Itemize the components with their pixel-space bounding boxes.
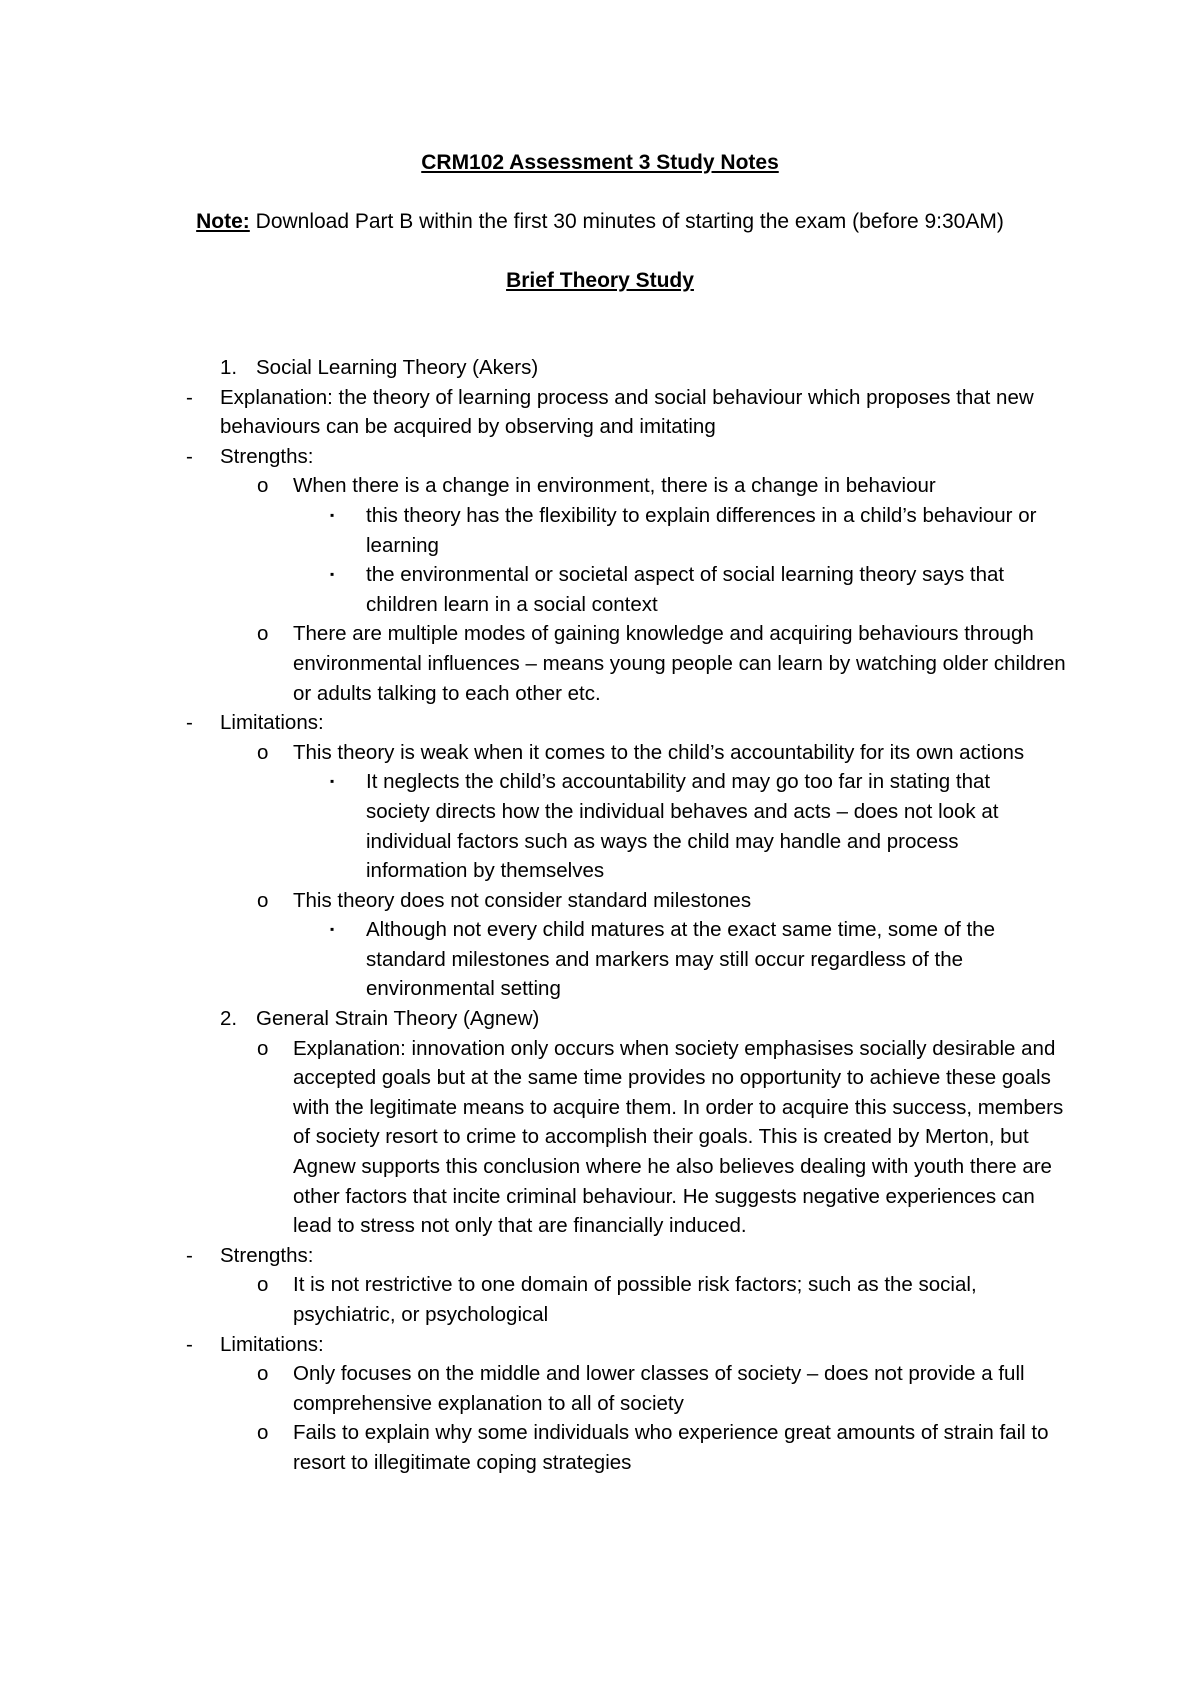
theory-2-explanation: Explanation: innovation only occurs when society emphasises socially desirable and accepted goals but at the same time provides no opportunity to achieve these goals with the legitimate means to acquire them. In order to acquire this success, members of society resort to crime to accomplish their goals. This is created by Merton, but Agnew supports this conclusion where he also believes dealing with youth there are other factors that incite criminal behaviour. He suggests negative experiences can lead to stress not only that are financially induced. [293, 1036, 1064, 1238]
circle-bullet: o [257, 622, 269, 646]
list-number: 2. [220, 1007, 238, 1031]
theory-1-limitation-2a: Although not every child matures at the exact same time, some of the standard milestones and markers may still occur regardless of the environmental setting [366, 918, 995, 1001]
list-item [0, 1359, 1200, 1418]
section-heading: Brief Theory Study [506, 269, 694, 292]
list-item [0, 1270, 1200, 1329]
theory-2-limitation-1: Only focuses on the middle and lower classes of society – does not provide a full comprehensive explanation to all of society [293, 1362, 1025, 1415]
list-item [0, 708, 1200, 738]
list-item [0, 501, 1200, 560]
list-item [0, 560, 1200, 619]
theory-1-strength-1b: the environmental or societal aspect of social learning theory says that children learn in a social context [366, 563, 1005, 616]
theory-1-limitation-1a: It neglects the child’s accountability and may go too far in stating that society directs how the individual behaves and acts – does not look at individual factors such as ways the child may handle and process information by themselves [366, 770, 999, 883]
list-item [0, 1330, 1200, 1360]
square-bullet: ▪ [330, 774, 335, 789]
list-item [0, 767, 1200, 885]
list-item [0, 1418, 1200, 1477]
page-title: CRM102 Assessment 3 Study Notes [421, 151, 779, 174]
dash-bullet: - [186, 444, 193, 468]
circle-bullet: o [257, 1362, 269, 1386]
theory-heading [0, 1004, 1200, 1034]
circle-bullet: o [257, 740, 269, 764]
theory-1-strengths-label: Strengths: [220, 444, 314, 468]
note-text: Download Part B within the first 30 minutes of starting the exam (before 9:30AM) [249, 210, 1004, 233]
dash-bullet: - [186, 385, 193, 409]
list-item [0, 442, 1200, 472]
exam-note [0, 207, 1200, 237]
list-item [0, 1034, 1200, 1241]
dash-bullet: - [186, 1332, 193, 1356]
list-item [0, 738, 1200, 768]
list-item [0, 915, 1200, 1004]
theory-1-explanation: Explanation: the theory of learning process and social behaviour which proposes that new behaviours can be acquired by observing and imitating [220, 385, 1034, 439]
dash-bullet: - [186, 711, 193, 735]
note-label: Note: [196, 210, 250, 233]
theory-1-limitation-1: This theory is weak when it comes to the child’s accountability for its own actions [293, 740, 1025, 764]
theory-1-strength-1: When there is a change in environment, there is a change in behaviour [293, 474, 936, 498]
circle-bullet: o [257, 1036, 269, 1060]
theory-1-limitation-2: This theory does not consider standard milestones [293, 888, 752, 912]
theory-1-heading: Social Learning Theory (Akers) [256, 356, 539, 379]
list-item [0, 886, 1200, 916]
theory-2-limitations-label: Limitations: [220, 1332, 324, 1356]
circle-bullet: o [257, 888, 269, 912]
theory-1-limitations-label: Limitations: [220, 711, 324, 735]
list-number: 1. [220, 356, 238, 379]
list-item [0, 619, 1200, 708]
theory-1-strength-2: There are multiple modes of gaining knowledge and acquiring behaviours through environmental influences – means young people can learn by watching older children or adults talking to each other etc. [293, 622, 1066, 705]
notes-body [0, 353, 1200, 1478]
square-bullet: ▪ [330, 922, 335, 937]
theory-2-strengths-label: Strengths: [220, 1243, 314, 1267]
theory-2-strength-1: It is not restrictive to one domain of possible risk factors; such as the social, psychiatric, or psychological [293, 1273, 977, 1326]
square-bullet: ▪ [330, 507, 335, 522]
circle-bullet: o [257, 1421, 269, 1445]
circle-bullet: o [257, 1273, 269, 1297]
theory-heading [0, 353, 1200, 383]
square-bullet: ▪ [330, 567, 335, 582]
circle-bullet: o [257, 474, 269, 498]
theory-2-limitation-2: Fails to explain why some individuals who experience great amounts of strain fail to resort to illegitimate coping strategies [293, 1421, 1049, 1474]
theory-1-strength-1a: this theory has the flexibility to explain differences in a child’s behaviour or learning [366, 503, 1037, 557]
list-item [0, 471, 1200, 501]
list-item [0, 383, 1200, 442]
dash-bullet: - [186, 1243, 193, 1267]
list-item [0, 1241, 1200, 1271]
theory-2-heading: General Strain Theory (Agnew) [256, 1007, 540, 1031]
